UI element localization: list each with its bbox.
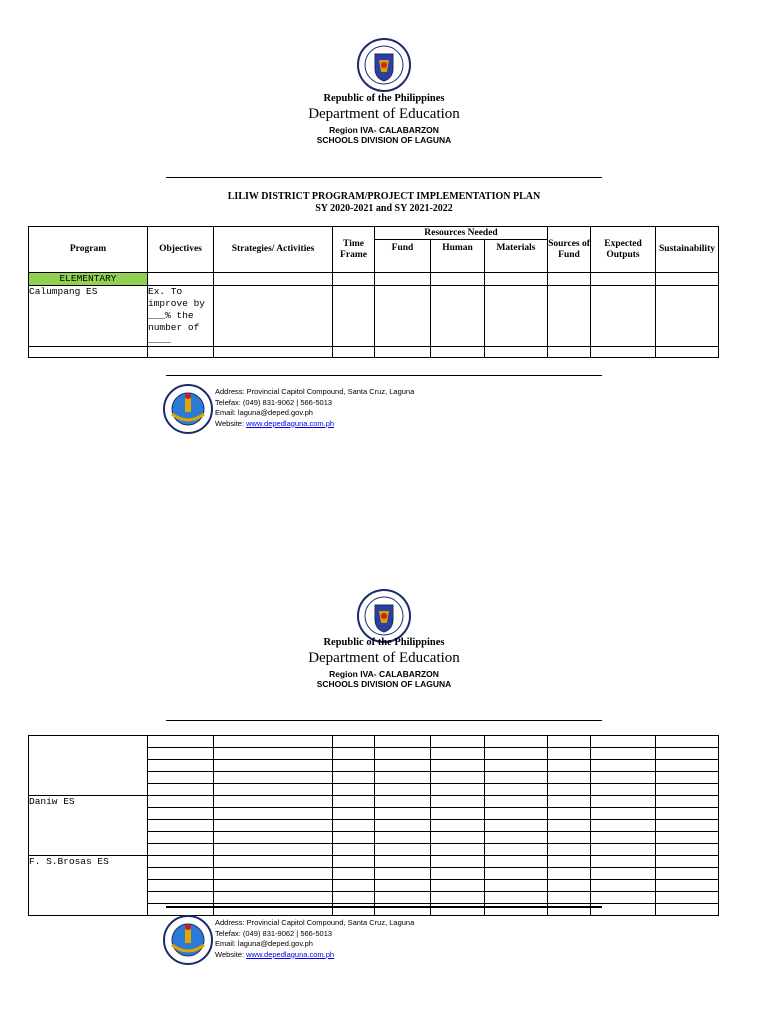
header-rule [166,720,602,721]
footer-address: Address: Provincial Capitol Compound, Santa Cruz, Laguna [215,387,415,396]
footer-rule [166,375,602,376]
implementation-plan-table [28,226,719,358]
header-time-frame: Time Frame [333,227,375,273]
header-sources-of-fund: Sources of Fund [548,227,591,273]
table-row [29,273,719,286]
deped-seal-icon [357,589,411,643]
footer-telefax: Telefax: (049) 831-9062 | 566-5013 [215,928,333,938]
footer-address: Address: Provincial Capitol Compound, Santa Cruz, Laguna [215,918,415,927]
department-title: Department of Education [308,106,460,122]
table-row [29,347,719,358]
school-cell-1 [29,736,148,796]
objective-cell: Ex. To improve by ___% the number of ____ [148,286,214,347]
header-strategies: Strategies/ Activities [214,227,333,273]
program-cell: Calumpang ES [29,286,148,347]
footer-email: Email: laguna@deped.gov.ph [215,939,313,948]
website-link[interactable]: www.depedlaguna.com.ph [246,949,335,959]
table-row [29,796,719,808]
division-line: SCHOOLS DIVISION OF LAGUNA [316,679,452,689]
division-of-laguna-logo-icon [163,384,213,434]
header-resources-needed: Resources Needed [375,227,548,240]
header-human: Human [431,240,485,273]
deped-seal-icon [357,38,411,92]
plan-title-line-2: SY 2020-2021 and SY 2021-2022 [315,203,453,214]
footer-contact [163,915,483,967]
region-line: Region IVA- CALABARZON [329,669,439,679]
plan-title-line-1: LILIW DISTRICT PROGRAM/PROJECT IMPLEMENTATION PLAN [227,191,541,202]
header-fund: Fund [375,240,431,273]
header-rule [166,177,602,178]
footer-website-label: Website: [215,949,247,959]
continuation-table [28,735,719,916]
school-cell-daniw: Daniw ES [29,796,148,856]
header-materials: Materials [485,240,548,273]
footer-contact [163,384,483,436]
department-title: Department of Education [308,650,460,666]
footer-telefax: Telefax: (049) 831-9062 | 566-5013 [215,397,333,407]
footer-website-line [215,419,414,430]
header-objectives: Objectives [148,227,214,273]
table-row [29,286,719,347]
school-cell-brosas: F. S.Brosas ES [29,856,148,916]
table-row [29,736,719,748]
footer-website-label: Website: [215,418,247,428]
website-link[interactable]: www.depedlaguna.com.ph [246,418,335,428]
header-sustainability: Sustainability [656,227,719,273]
republic-line: Republic of the Philippines [323,93,445,104]
header-expected-outputs: Expected Outputs [591,227,656,273]
plan-title [0,191,768,215]
page-2 [0,545,768,1024]
elementary-section-label: ELEMENTARY [29,273,148,286]
table-row [29,856,719,868]
republic-line: Republic of the Philippines [323,637,445,648]
region-line: Region IVA- CALABARZON [329,125,439,135]
division-of-laguna-logo-icon [163,915,213,965]
footer-rule [166,906,602,908]
division-line: SCHOOLS DIVISION OF LAGUNA [316,135,452,145]
footer-email: Email: laguna@deped.gov.ph [215,408,313,417]
footer-website-line [215,950,414,961]
header-program: Program [29,227,148,273]
